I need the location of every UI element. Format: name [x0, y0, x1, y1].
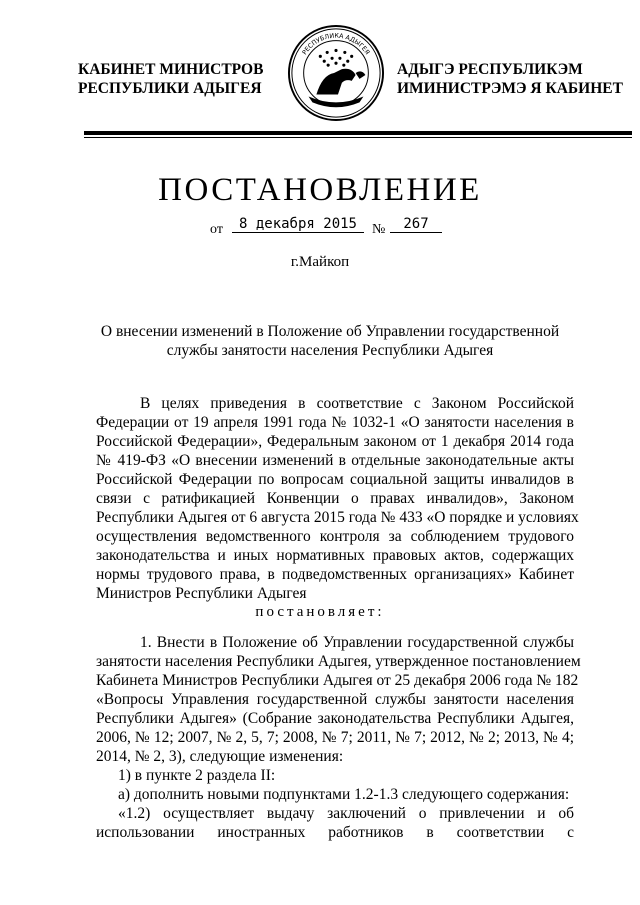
subject-line-2: службы занятости населения Республики Адыгея: [166, 342, 494, 359]
city-name: г.Майкоп: [290, 254, 350, 270]
clause-line: «1.2) осуществляет выдачу заключений о привлечении и об: [118, 805, 574, 822]
item-line: «Вопросы Управления государственной службы занятости населения: [96, 691, 574, 708]
clause-line: использовании иностранных работников в соответствии с: [96, 824, 574, 841]
issuer-line-1: КАБИНЕТ МИНИСТРОВ: [78, 61, 264, 78]
document-date: 8 декабря 2015: [232, 216, 364, 233]
issuer-line-2: РЕСПУБЛИКИ АДЫГЕЯ: [78, 80, 262, 97]
document-subject: [90, 322, 570, 360]
item-line: занятости населения Республики Адыгея, утвержденное постановлением: [96, 653, 581, 670]
preamble-line: Российской Федерации по вопросам социальной защиты инвалидов в: [96, 471, 574, 488]
issuer-adyghe-line-2: ИМИНИСТРЭМЭ Я КАБИНЕТ: [397, 80, 623, 97]
date-label: от: [210, 222, 223, 237]
header-divider-thin: [84, 137, 632, 138]
subitem-1: 1) в пункте 2 раздела II:: [118, 767, 276, 784]
preamble-line: Министров Республики Адыгея: [96, 585, 307, 602]
preamble-paragraph: [96, 394, 579, 603]
item-line: 1. Внести в Положение об Управлении государственной службы: [140, 634, 574, 651]
preamble-line: нормы трудового права, в подведомственных организациях» Кабинет: [96, 566, 574, 583]
preamble-line: осуществления ведомственного контроля за соблюдением трудового: [96, 528, 574, 545]
preamble-line: Федерации от 19 апреля 1991 года № 1032-1 «О занятости населения в: [96, 414, 574, 431]
issuer-name-adyghe: [397, 60, 622, 98]
document-title: ПОСТАНОВЛЕНИЕ: [158, 172, 482, 208]
date-number-line: [210, 214, 450, 238]
item-line: 2006, № 12; 2007, № 2, 5, 7; 2008, № 7; 2011, № 7; 2012, № 2; 2013, № 4;: [96, 729, 574, 746]
coat-of-arms-emblem-icon: [287, 24, 385, 122]
number-label: №: [372, 222, 386, 237]
header-divider-thick: [84, 131, 632, 135]
preamble-line: В целях приведения в соответствие с Законом Российской: [140, 395, 574, 412]
emblem-inscription: РЕСПУБЛИКА АДЫГЕЯ: [300, 31, 372, 57]
resolves-heading: постановляет:: [255, 604, 385, 620]
item-line: Кабинета Министров Республики Адыгея от 25 декабря 2006 года № 182: [96, 672, 579, 689]
preamble-line: законодательства и иных нормативных правовых актов, содержащих: [96, 547, 574, 564]
preamble-line: связи с ратификацией Конвенции о правах инвалидов», Законом: [96, 490, 574, 507]
item-1-paragraph: [96, 633, 581, 842]
document-number: 267: [390, 216, 442, 233]
issuer-adyghe-line-1: АДЫГЭ РЕСПУБЛИКЭМ: [397, 61, 583, 78]
item-line: 2014, № 2, 3), следующие изменения:: [96, 748, 344, 765]
item-line: Республики Адыгея» (Собрание законодательства Республики Адыгея,: [96, 710, 574, 727]
preamble-line: Республики Адыгея от 6 августа 2015 года № 433 «О порядке и условиях: [96, 509, 579, 526]
subitem-a: а) дополнить новыми подпунктами 1.2-1.3 следующего содержания:: [118, 786, 570, 803]
preamble-line: Российской Федерации», Федеральным законом от 1 декабря 2014 года: [96, 433, 574, 450]
issuer-name-russian: [78, 60, 268, 98]
preamble-line: № 419-ФЗ «О внесении изменений в отдельные законодательные акты: [96, 452, 574, 469]
subject-line-1: О внесении изменений в Положение об Управлении государственной: [100, 323, 560, 340]
